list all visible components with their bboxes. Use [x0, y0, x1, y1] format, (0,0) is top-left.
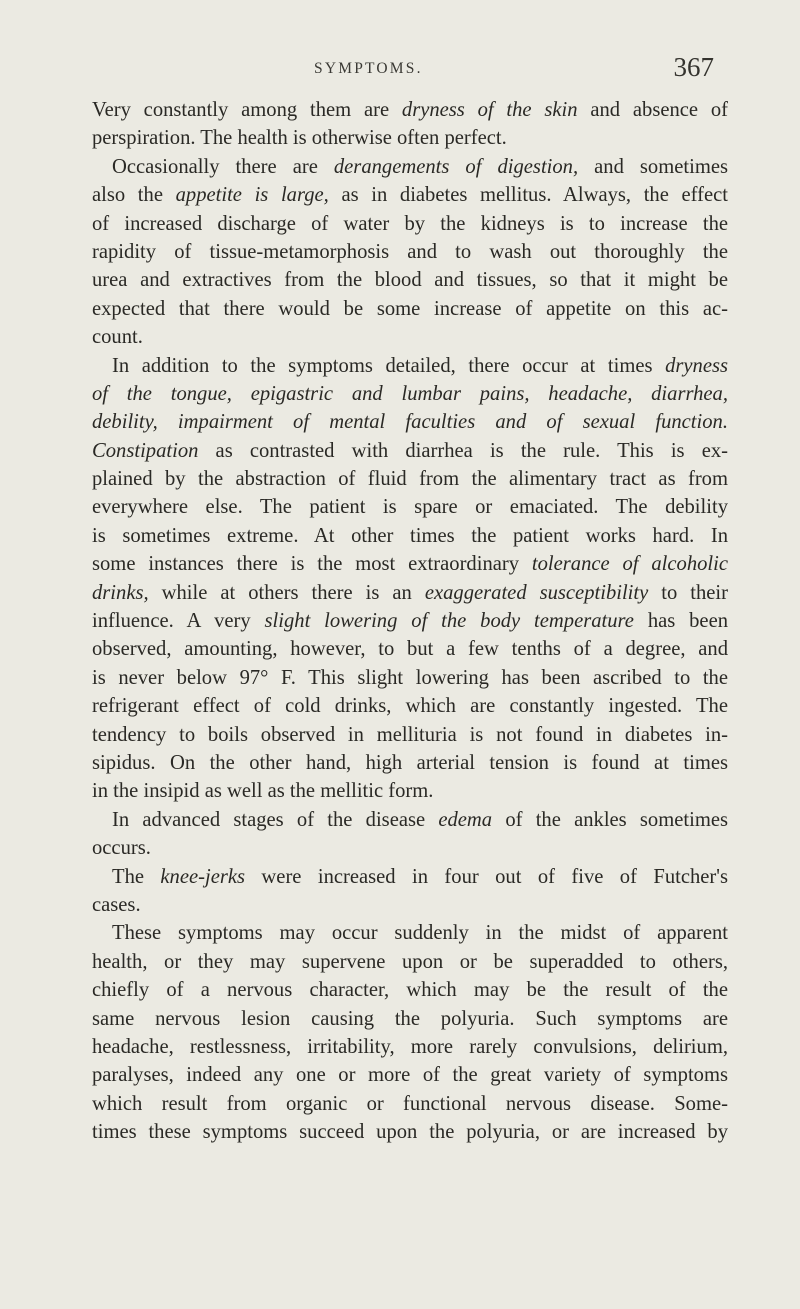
text-segment: occurs.: [92, 837, 151, 860]
italic-text-segment: dryness: [665, 354, 728, 377]
text-line: [92, 323, 728, 351]
text-segment: which result from organic or functional nervous disease. Some-: [92, 1092, 728, 1115]
text-segment: sipidus. On the other hand, high arterial tension is found at times: [92, 751, 728, 774]
italic-text-segment: of the tongue, epigastric and lumbar pains, headache, diarrhea,: [92, 382, 728, 405]
text-segment: tendency to boils observed in mellituria is not found in diabetes in-: [92, 723, 728, 746]
text-segment: as in diabetes mellitus. Always, the effect: [328, 184, 728, 207]
text-line: [92, 777, 728, 805]
text-segment: count.: [92, 326, 143, 349]
text-line: [92, 181, 728, 209]
text-segment: in the insipid as well as the mellitic form.: [92, 780, 434, 803]
italic-text-segment: appetite is large,: [175, 184, 329, 207]
body-text: [92, 96, 728, 1146]
italic-text-segment: slight lowering of the body temperature: [264, 610, 634, 633]
text-line: [92, 210, 728, 238]
italic-text-segment: dryness of the skin: [401, 99, 578, 121]
text-segment: chiefly of a nervous character, which may be the result of the: [92, 979, 728, 1002]
text-line: [92, 721, 728, 749]
text-segment: Occasionally there are: [112, 155, 334, 178]
text-line: [92, 976, 728, 1004]
text-line: [92, 124, 728, 152]
text-segment: of the ankles sometimes: [492, 808, 729, 831]
text-line: [92, 635, 728, 663]
text-segment: urea and extractives from the blood and tissues, so that it might be: [92, 269, 728, 292]
italic-text-segment: derangements of digestion,: [333, 155, 579, 178]
text-line: [92, 96, 728, 124]
text-line: [92, 1090, 728, 1118]
text-line: [92, 579, 728, 607]
text-line: [92, 266, 728, 294]
italic-text-segment: exaggerated susceptibility: [424, 581, 649, 604]
text-line: [92, 863, 728, 891]
text-line: [92, 493, 728, 521]
text-line: [92, 1118, 728, 1146]
text-segment: In addition to the symptoms detailed, there occur at times: [112, 354, 666, 377]
italic-text-segment: drinks,: [92, 581, 149, 604]
italic-text-segment: knee-jerks: [160, 865, 246, 888]
text-segment: These symptoms may occur suddenly in the midst of apparent: [112, 922, 728, 945]
text-segment: paralyses, indeed any one or more of the great variety of symptoms: [92, 1064, 728, 1087]
text-segment: of increased discharge of water by the kidneys is to increase the: [92, 212, 728, 235]
text-line: [92, 295, 728, 323]
text-segment: Very constantly among them are: [92, 99, 402, 121]
text-segment: some instances there is the most extraordinary: [92, 553, 532, 576]
text-segment: also the: [92, 184, 176, 207]
text-line: [92, 238, 728, 266]
text-line: [92, 607, 728, 635]
text-line: [92, 465, 728, 493]
text-segment: and absence of: [577, 99, 729, 121]
text-line: [92, 550, 728, 578]
text-line: [92, 806, 728, 834]
italic-text-segment: Constipation: [92, 439, 199, 462]
text-line: [92, 749, 728, 777]
text-segment: perspiration. The health is otherwise often perfect.: [92, 127, 507, 150]
text-line: [92, 1005, 728, 1033]
italic-text-segment: edema: [438, 808, 493, 831]
running-head: SYMPTOMS.: [314, 60, 423, 77]
text-segment: headache, restlessness, irritability, more rarely convulsions, delirium,: [92, 1035, 728, 1058]
text-segment: observed, amounting, however, to but a few tenths of a degree, and: [92, 638, 728, 661]
text-segment: times these symptoms succeed upon the polyuria, or are increased by: [92, 1121, 728, 1144]
text-segment: influence. A very: [92, 610, 265, 633]
page-number: 367: [673, 52, 714, 82]
text-line: [92, 891, 728, 919]
text-segment: cases.: [92, 893, 141, 916]
text-segment: has been: [633, 610, 729, 633]
text-segment: refrigerant effect of cold drinks, which are constantly ingested. The: [92, 695, 728, 718]
text-line: [92, 352, 728, 380]
text-segment: plained by the abstraction of fluid from the alimentary tract as from: [92, 468, 728, 491]
text-line: [92, 834, 728, 862]
page-header: [314, 52, 714, 86]
text-line: [92, 153, 728, 181]
text-segment: The: [112, 865, 161, 888]
text-segment: while at others there is an: [148, 581, 425, 604]
italic-text-segment: tolerance of alcoholic: [531, 553, 728, 576]
text-line: [92, 437, 728, 465]
text-line: [92, 919, 728, 947]
text-line: [92, 1061, 728, 1089]
text-segment: everywhere else. The patient is spare or emaciated. The debility: [92, 496, 728, 519]
text-line: [92, 692, 728, 720]
text-segment: health, or they may supervene upon or be superadded to others,: [92, 950, 728, 973]
text-segment: rapidity of tissue-metamorphosis and to wash out thoroughly the: [92, 240, 728, 263]
text-segment: as contrasted with diarrhea is the rule. This is ex-: [198, 439, 728, 462]
text-line: [92, 1033, 728, 1061]
text-segment: same nervous lesion causing the polyuria. Such symptoms are: [92, 1007, 728, 1030]
italic-text-segment: debility, impairment of mental faculties and of sexual function.: [92, 411, 728, 434]
text-segment: In advanced stages of the disease: [112, 808, 439, 831]
text-line: [92, 380, 728, 408]
text-segment: and sometimes: [578, 155, 728, 178]
text-segment: were increased in four out of five of Futcher's: [245, 865, 728, 888]
text-segment: is never below 97° F. This slight lowering has been ascribed to the: [92, 666, 728, 689]
text-line: [92, 522, 728, 550]
text-line: [92, 664, 728, 692]
text-line: [92, 408, 728, 436]
text-line: [92, 948, 728, 976]
text-segment: to their: [648, 581, 729, 604]
text-segment: expected that there would be some increase of appetite on this ac-: [92, 297, 728, 320]
text-segment: is sometimes extreme. At other times the patient works hard. In: [92, 524, 728, 547]
